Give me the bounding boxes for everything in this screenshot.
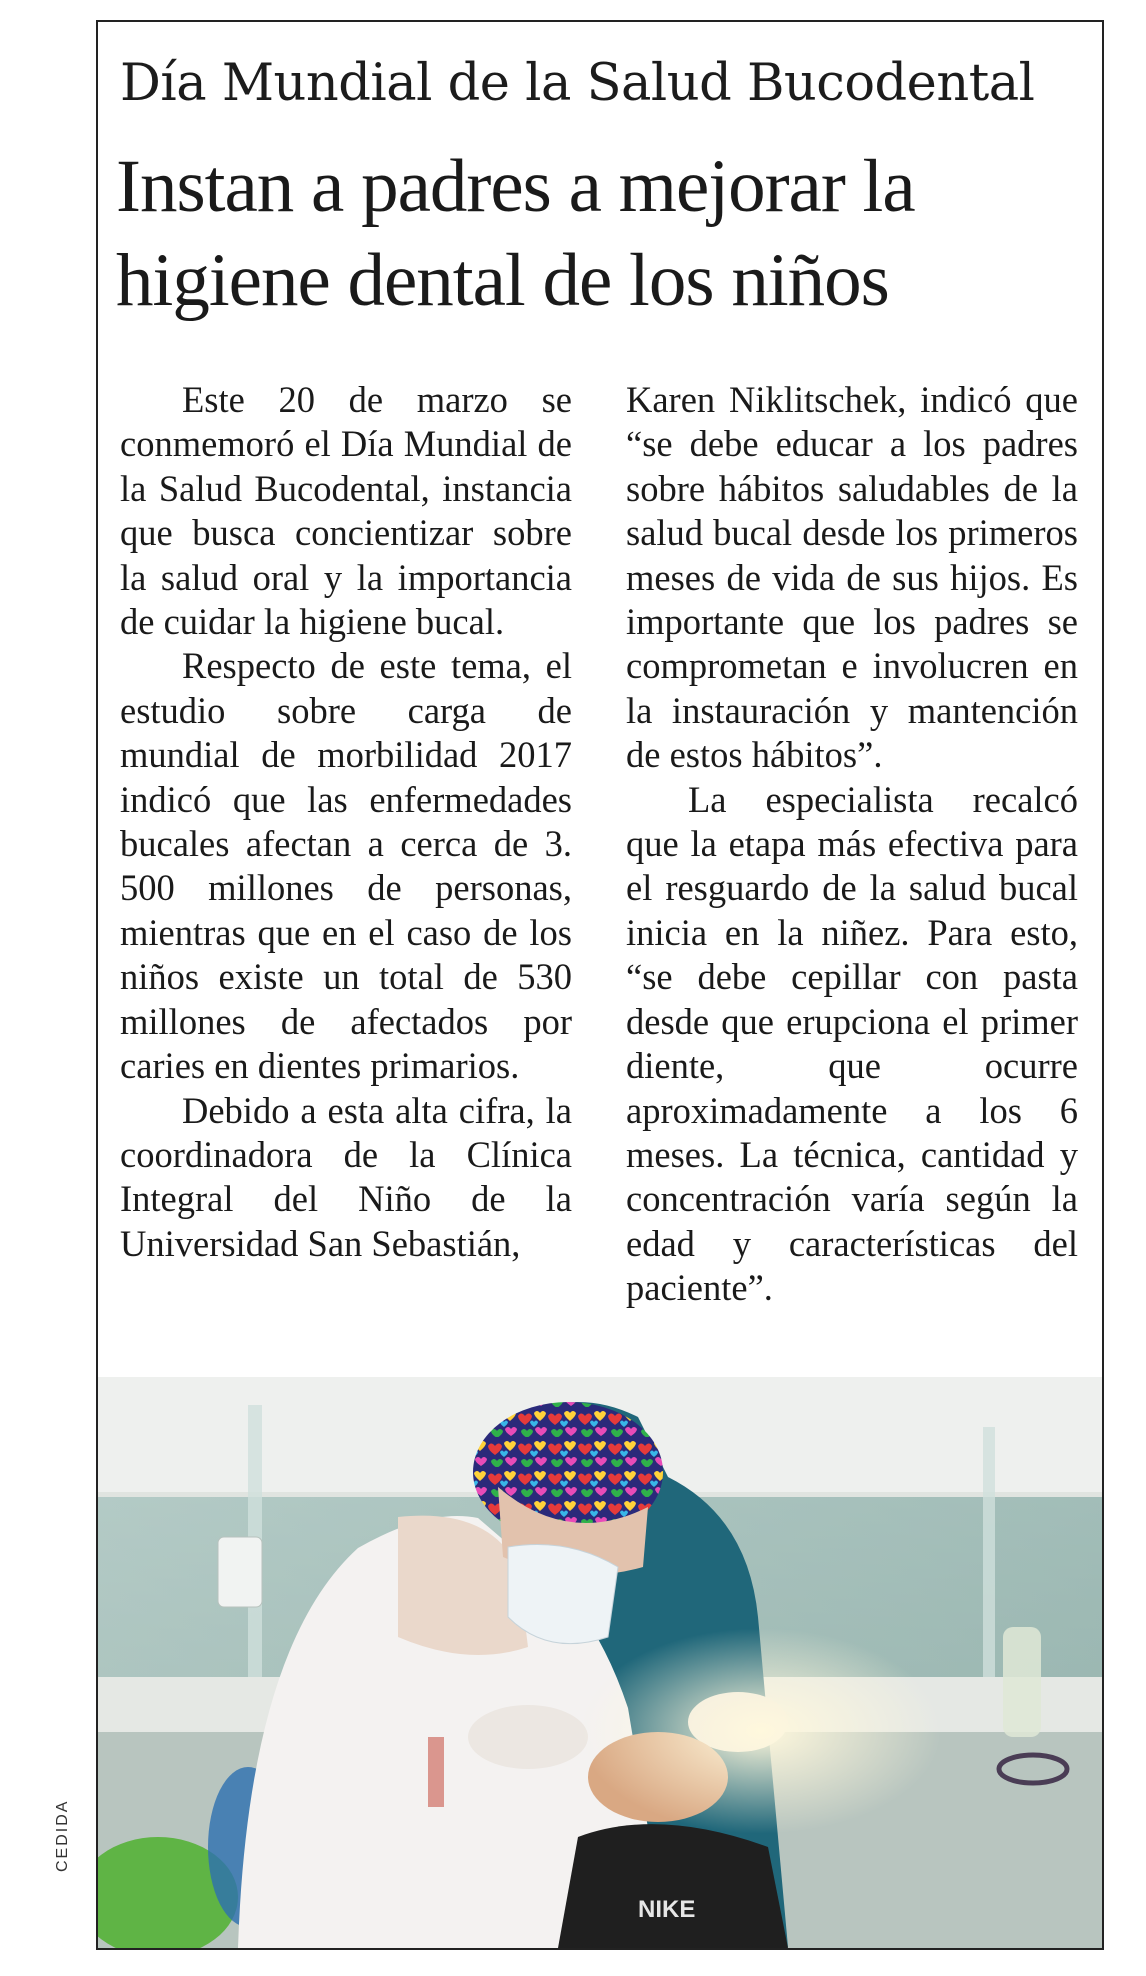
paragraph: La especialista recalcó que la etapa más efectiva para el resguardo de la salud bucal inicia en la niñez. Para esto, “se debe cepillar con pasta desde que erupciona el primer diente, que ocurre aproximadamente a los 6 meses. La técnica, cantidad y concentración varía según la edad y características del paciente”. — [626, 778, 1078, 1309]
paragraph: Respecto de este tema, el estudio sobre carga de mundial de morbilidad 2017 indicó que las enfermedades bucales afectan a cerca de 3. 500 millones de personas, mientras que en el caso de los niños existe un total de 530 millones de afectados por caries en dientes primarios. — [120, 645, 572, 1087]
article-headline: Instan a padres a mejorar la higiene dental de los niños — [116, 145, 915, 322]
article-kicker: Día Mundial de la Salud Bucodental — [120, 54, 1035, 113]
paragraph: Este 20 de marzo se conmemoró el Día Mundial de la Salud Bucodental, instancia que busca concientizar sobre la salud oral y la importancia de cuidar la higiene bucal. — [120, 379, 572, 643]
article-photo — [98, 1377, 1102, 1948]
dental-exam-photo — [98, 1377, 1102, 1948]
paragraph: Debido a esta alta cifra, la coordinadora de la Clínica Integral del Niño de la Universidad San Sebastián, — [120, 1089, 572, 1264]
paragraph: Karen Niklitschek, indicó que “se debe educar a los padres sobre hábitos saludables de la salud bucal desde los primeros meses de vida de sus hijos. Es importante que los padres se comprometan e involucren en la instauración y mantención de estos hábitos”. — [626, 379, 1078, 776]
right-column — [626, 378, 1078, 1311]
photo-credit: CEDIDA — [54, 1799, 71, 1872]
left-column — [120, 378, 572, 1266]
